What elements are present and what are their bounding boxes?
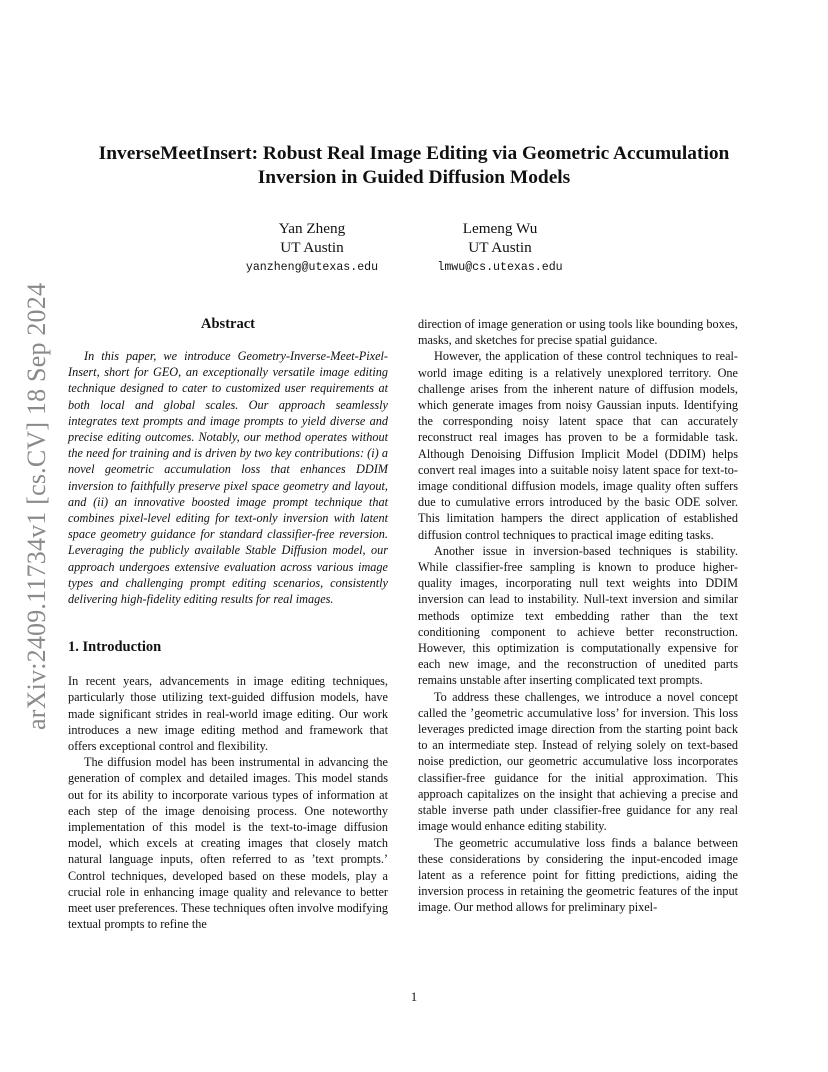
body-paragraph: However, the application of these control techniques to real-world image editing is a relatively unexplored territory. One challenge arises from the inherent nature of diffusion models, which generate images from noisy Gaussian inputs. Identifying the corresponding noisy latent space that can accurately reconstruct real images has proven to be a formidable task. Although Denoising Diffusion Implicit Model (DDIM) helps convert real images into a suitable noisy latent space for text-to-image conditional diffusion models, image quality often suffers due to cumulative errors introduced by the basic ODE solver. This limitation hampers the direct application of established diffusion control techniques to practical image editing tasks. [418, 349, 738, 542]
body-paragraph: The diffusion model has been instrumental in advancing the generation of complex and detailed images. This model stands out for its ability to incorporate various types of information at each step of the image denoising process. One noteworthy implementation of this model is the text-to-image diffusion model, which excels at creating images that closely match natural language inputs, often referred to as ’text prompts.’ Control techniques, developed based on these models, play a crucial role in enhancing image quality and relevance to better meet user preferences. These techniques often involve modifying textual prompts to refine the [68, 755, 388, 932]
paper-title: InverseMeetInsert: Robust Real Image Editing via Geometric Accumulation Inversion in Guided Diffusion Models [98, 143, 730, 188]
abstract-heading: Abstract [201, 316, 255, 332]
author-email: lmwu@cs.utexas.edu [437, 261, 563, 274]
page-number: 1 [410, 990, 418, 1004]
author-email: yanzheng@utexas.edu [245, 261, 379, 274]
author-affiliation: UT Austin [280, 239, 344, 256]
author-affiliation: UT Austin [468, 239, 532, 256]
author-name: Lemeng Wu [462, 220, 538, 237]
author-block [390, 219, 610, 279]
body-paragraph: To address these challenges, we introduce a novel concept called the ’geometric accumulative loss’ for inversion. This loss leverages predicted image direction from the starting point back to an intermediate step. Instead of relying solely on text-based noise prediction, our geometric accumulative loss incorporates classifier-free guidance for the initial approximation. This approach capitalizes on the insight that achieving a precise and stable inverse path under classifier-free guidance for any real image would enhance editing stability. [418, 689, 738, 834]
right-column [418, 316, 738, 916]
body-paragraph: Another issue in inversion-based techniques is stability. While classifier-free sampling is known to produce higher-quality images, incorporating null text weights into DDIM inversion can lead to instability. Null-text inversion and similar methods optimize text embedding rather than the text conditioning component to achieve better reconstruction. However, this optimization is computationally expensive for each new image, and the reconstruction of unedited parts remains unstable after inserting complicated text prompts. [418, 543, 738, 688]
body-paragraph: In recent years, advancements in image editing techniques, particularly those utilizing text-guided diffusion models, have made significant strides in real-world image editing. Our work introduces a new image editing method and framework that offers exceptional control and flexibility. [68, 674, 388, 754]
abstract-text: In this paper, we introduce Geometry-Inverse-Meet-Pixel-Insert, short for GEO, an exceptionally versatile image editing technique designed to cater to customized user requirements at both local and global scales. Our approach seamlessly integrates text prompts and image prompts to yield diverse and precise editing outcomes. Notably, our method operates without the need for training and is driven by two key contributions: (i) a novel geometric accumulation loss that enhances DDIM inversion to faithfully preserve pixel space geometry and layout, and (ii) an innovative boosted image prompt technique that combines pixel-level editing for text-only inversion with latent space geometry guidance for standard classifier-free reversion. Leveraging the publicly available Stable Diffusion model, our approach undergoes extensive evaluation across various image types and challenging prompt editing scenarios, consistently delivering high-fidelity editing results for real images. [68, 349, 388, 607]
section-heading: 1. Introduction [68, 639, 162, 656]
arxiv-identifier: arXiv:2409.11734v1 [cs.CV] 18 Sep 2024 [22, 282, 51, 730]
body-paragraph: direction of image generation or using tools like bounding boxes, masks, and sketches for precise spatial guidance. [418, 317, 738, 348]
author-name: Yan Zheng [278, 220, 346, 237]
left-column [68, 312, 388, 933]
author-block [202, 219, 422, 279]
body-paragraph: The geometric accumulative loss finds a balance between these considerations by considering the input-encoded image latent as a reference point for fitting predictions, aiding the inversion process in retaining the geometric features of the input image. Our method allows for preliminary pixel- [418, 835, 738, 915]
